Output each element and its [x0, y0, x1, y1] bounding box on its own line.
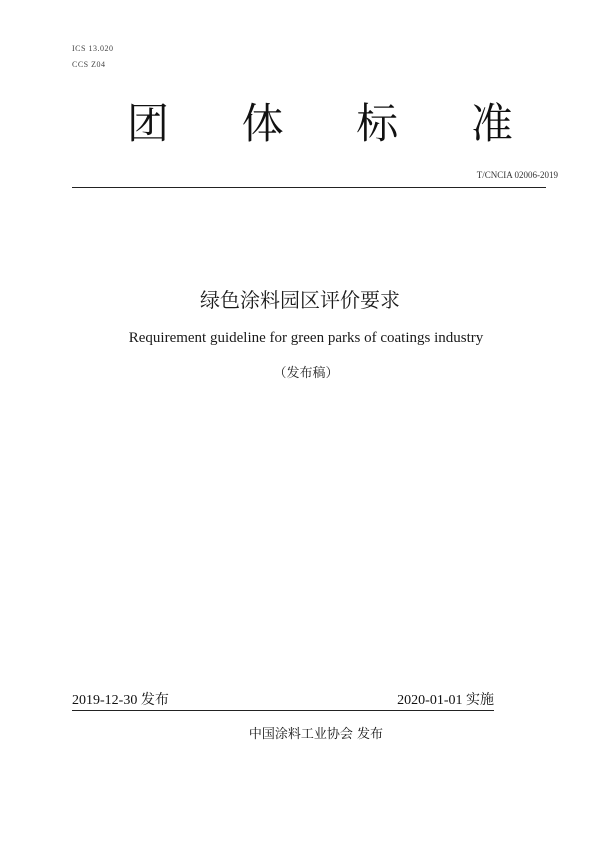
- main-title-char: 标: [356, 99, 399, 148]
- main-title-char: 准: [470, 99, 513, 148]
- implementation-date: 2020-01-01 实施: [397, 693, 494, 708]
- issue-date: 2019-12-30 发布: [72, 693, 169, 708]
- chinese-title: 绿色涂料园区评价要求: [200, 288, 400, 312]
- main-title: [120, 96, 520, 152]
- english-title: Requirement guideline for green parks of coatings industry: [128, 330, 484, 346]
- ics-code: ICS 13.020: [72, 44, 114, 53]
- main-title-char: 团: [126, 99, 169, 148]
- main-title-char: 体: [241, 99, 284, 148]
- standard-number: T/CNCIA 02006-2019: [476, 170, 558, 180]
- publisher: 中国涂料工业协会 发布: [248, 727, 384, 742]
- ccs-code: CCS Z04: [72, 60, 106, 69]
- header-divider: [72, 187, 546, 188]
- footer-divider: [72, 710, 494, 711]
- draft-status: （发布稿）: [273, 366, 339, 381]
